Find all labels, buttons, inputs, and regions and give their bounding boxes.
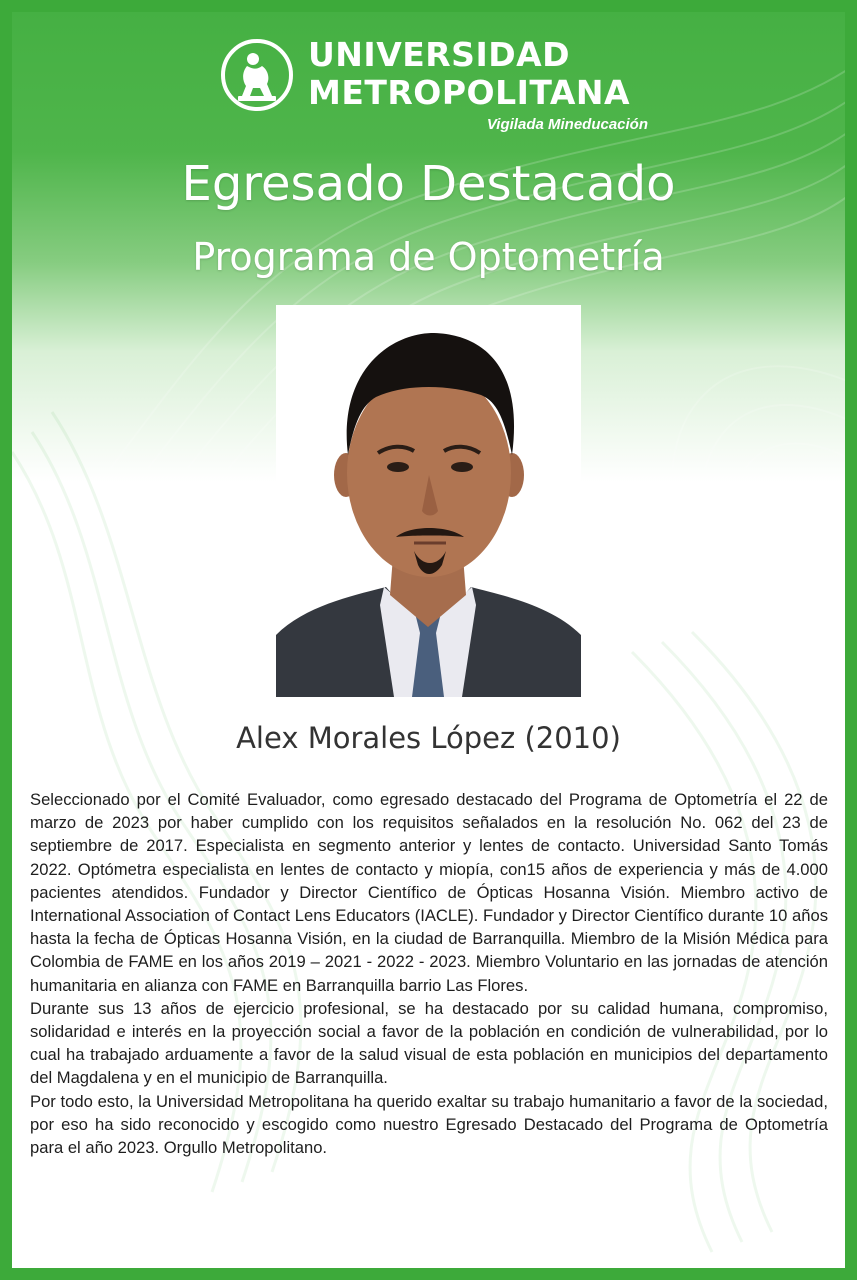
graduate-biography <box>30 788 828 1159</box>
logo-line-1: UNIVERSIDAD <box>308 35 571 74</box>
graduate-portrait-photo <box>276 305 581 697</box>
portrait-illustration <box>276 305 581 697</box>
university-logo <box>220 36 660 146</box>
poster-subtitle: Programa de Optometría <box>192 235 665 279</box>
bio-paragraph: Seleccionado por el Comité Evaluador, como egresado destacado del Programa de Optometría el 22 de marzo de 2023 por haber cumplido con los requisitos señalados en la resolución No. 062 del 23 de septiembre de 2017. Especialista en segmento anterior y lentes de contacto. Universidad Santo Tomás 2022. Optómetra especialista en lentes de contacto y miopía, con15 años de experiencia y más de 4.000 pacientes atendidos. Fundador y Director Científico de Ópticas Hosanna Visión. Miembro activo de International Association of Contact Lens Educators (IACLE). Fundador y Director Científico durante 10 años hasta la fecha de Ópticas Hosanna Visión, en la ciudad de Barranquilla. Miembro de la Misión Médica para Colombia de FAME en los años 2019 – 2021 - 2022 - 2023. Miembro Voluntario en las jornadas de atención humanitaria en alianza con FAME en Barranquilla barrio Las Flores. <box>30 790 828 995</box>
university-name <box>308 36 630 112</box>
logo-line-2: METROPOLITANA <box>308 73 631 112</box>
bio-paragraph: Por todo esto, la Universidad Metropolitana ha querido exaltar su trabajo humanitario a favor de la sociedad, por eso ha sido reconocido y escogido como nuestro Egresado Destacado del Programa de Optometría para el año 2023. Orgullo Metropolitano. <box>30 1091 828 1158</box>
logo-tagline: Vigilada Mineducación <box>486 116 648 133</box>
bio-paragraph: Durante sus 13 años de ejercicio profesional, se ha destacado por su calidad humana, compromiso, solidaridad e interés en la proyección social a favor de la población en condición de vulnerabilidad, por lo cual ha trabajado arduamente a favor de la salud visual de esta población en municipios del departamento del Magdalena y en el municipio de Barranquilla. <box>30 998 828 1088</box>
thinker-statue-emblem-icon <box>220 38 294 112</box>
poster-title: Egresado Destacado <box>181 156 676 212</box>
graduate-name: Alex Morales López (2010) <box>236 721 621 755</box>
